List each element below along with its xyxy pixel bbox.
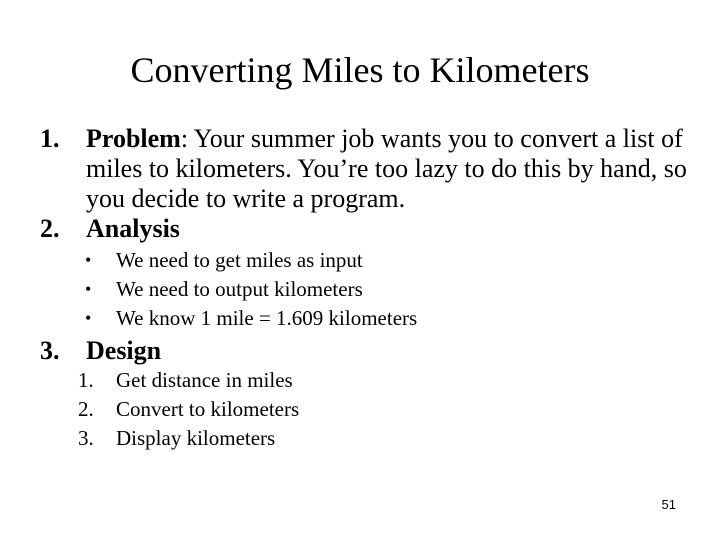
slide-title: Converting Miles to Kilometers [130,50,590,90]
step-text: Get distance in miles [116,368,293,392]
bullet-text: We need to get miles as input [116,248,363,272]
item-label: Analysis [86,214,180,243]
bullet-icon: • [85,250,92,270]
item-number: 3. [40,336,60,365]
step-text: Convert to kilometers [116,397,300,421]
design-step-item [78,366,678,395]
analysis-bullet-item [85,275,685,304]
analysis-bullet-item [85,304,685,333]
list-item-design [40,336,700,366]
analysis-bullet-item [85,246,685,275]
list-item-problem [40,124,700,214]
design-step-item [78,424,678,453]
bullet-icon: • [85,308,92,328]
design-step-item [78,395,678,424]
step-text: Display kilometers [116,426,276,450]
page-number: 51 [661,497,676,512]
item-number: 2. [40,214,60,243]
item-text: : Your summer job wants you to convert a list of miles to kilometers. You’re too lazy to do this by hand, so you decide to write a program. [86,124,687,213]
bullet-text: We need to output kilometers [116,277,363,301]
item-label: Problem [86,124,181,153]
list-item-analysis [40,214,700,244]
step-number: 3. [78,426,94,450]
item-body [86,124,700,214]
step-number: 2. [78,397,94,421]
bullet-icon: • [85,279,92,299]
bullet-text: We know 1 mile = 1.609 kilometers [116,306,418,330]
item-number: 1. [40,124,60,153]
step-number: 1. [78,368,94,392]
item-label: Design [86,336,162,365]
